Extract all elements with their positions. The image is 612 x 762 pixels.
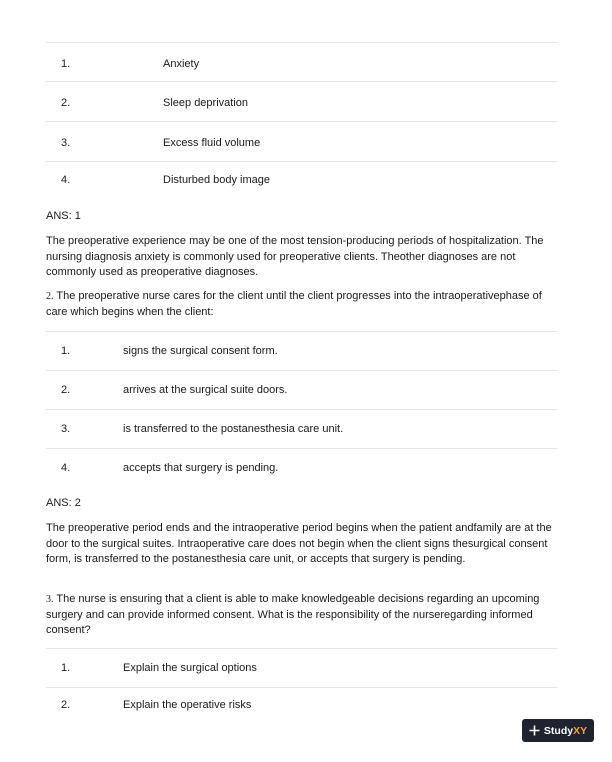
option-text: Excess fluid volume [163, 137, 261, 149]
option-text: arrives at the surgical suite doors. [123, 384, 288, 396]
q2-option-row [46, 370, 557, 409]
option-text: signs the surgical consent form. [123, 345, 278, 357]
option-text: Sleep deprivation [163, 97, 249, 109]
option-number: 2. [61, 97, 71, 109]
q3-option-row [46, 687, 557, 726]
q3-stem [46, 592, 558, 639]
brand-name-accent: XY [573, 724, 588, 737]
q2-stem-text: The preoperative nurse cares for the client until the client progresses into the intraoperativephase of care which begins when the client: [46, 290, 542, 318]
option-text: Explain the operative risks [123, 699, 252, 711]
q2-stem [46, 289, 558, 320]
q2-rationale: The preoperative period ends and the intraoperative period begins when the patient andfamily are at the door to the surgical suites. Intraoperative care does not begin when the client signs thesurgical consent form, is transferred to the postanesthesia care unit, or accepts that surgery is pending. [46, 522, 552, 565]
q1-answer: ANS: 1 [46, 210, 81, 222]
option-text: Explain the surgical options [123, 662, 257, 674]
brand-name-main: Study [543, 724, 574, 737]
q2-answer: ANS: 2 [46, 497, 81, 509]
q2-number: 2. [46, 291, 54, 302]
option-number: 1. [61, 662, 71, 674]
q2-option-row [46, 409, 557, 448]
q3-stem-text: The nurse is ensuring that a client is able to make knowledgeable decisions regarding an upcoming surgery and can provide informed consent. What is the responsibility of the nurseregarding informed consent? [46, 593, 540, 636]
option-number: 1. [61, 58, 71, 70]
option-text: is transferred to the postanesthesia care unit. [123, 423, 344, 435]
option-text: accepts that surgery is pending. [123, 462, 279, 474]
studyxy-badge[interactable] [522, 719, 594, 742]
q1-option-row [46, 121, 557, 161]
option-number: 3. [61, 423, 71, 435]
option-number: 2. [61, 699, 71, 711]
option-number: 2. [61, 384, 71, 396]
q2-option-row [46, 448, 557, 487]
q3-options-table [46, 648, 557, 726]
q1-option-row [46, 42, 557, 81]
q1-rationale: The preoperative experience may be one of the most tension-producing periods of hospitalization. The nursing diagnosis anxiety is commonly used for preoperative clients. Theother diagnoses are not commonly used as preoperative diagnoses. [46, 235, 544, 278]
q2-options-table [46, 331, 557, 487]
brand-name [544, 725, 587, 737]
q3-option-row [46, 648, 557, 687]
option-number: 3. [61, 137, 71, 149]
q1-option-row [46, 81, 557, 121]
option-number: 4. [61, 462, 71, 474]
q2-option-row [46, 331, 557, 370]
q3-number: 3. [46, 594, 54, 605]
option-number: 1. [61, 345, 71, 357]
option-number: 4. [61, 174, 71, 186]
q1-option-row [46, 161, 557, 200]
plus-icon [529, 725, 540, 736]
option-text: Disturbed body image [163, 174, 271, 186]
option-text: Anxiety [163, 58, 200, 70]
q1-options-table [46, 42, 557, 200]
